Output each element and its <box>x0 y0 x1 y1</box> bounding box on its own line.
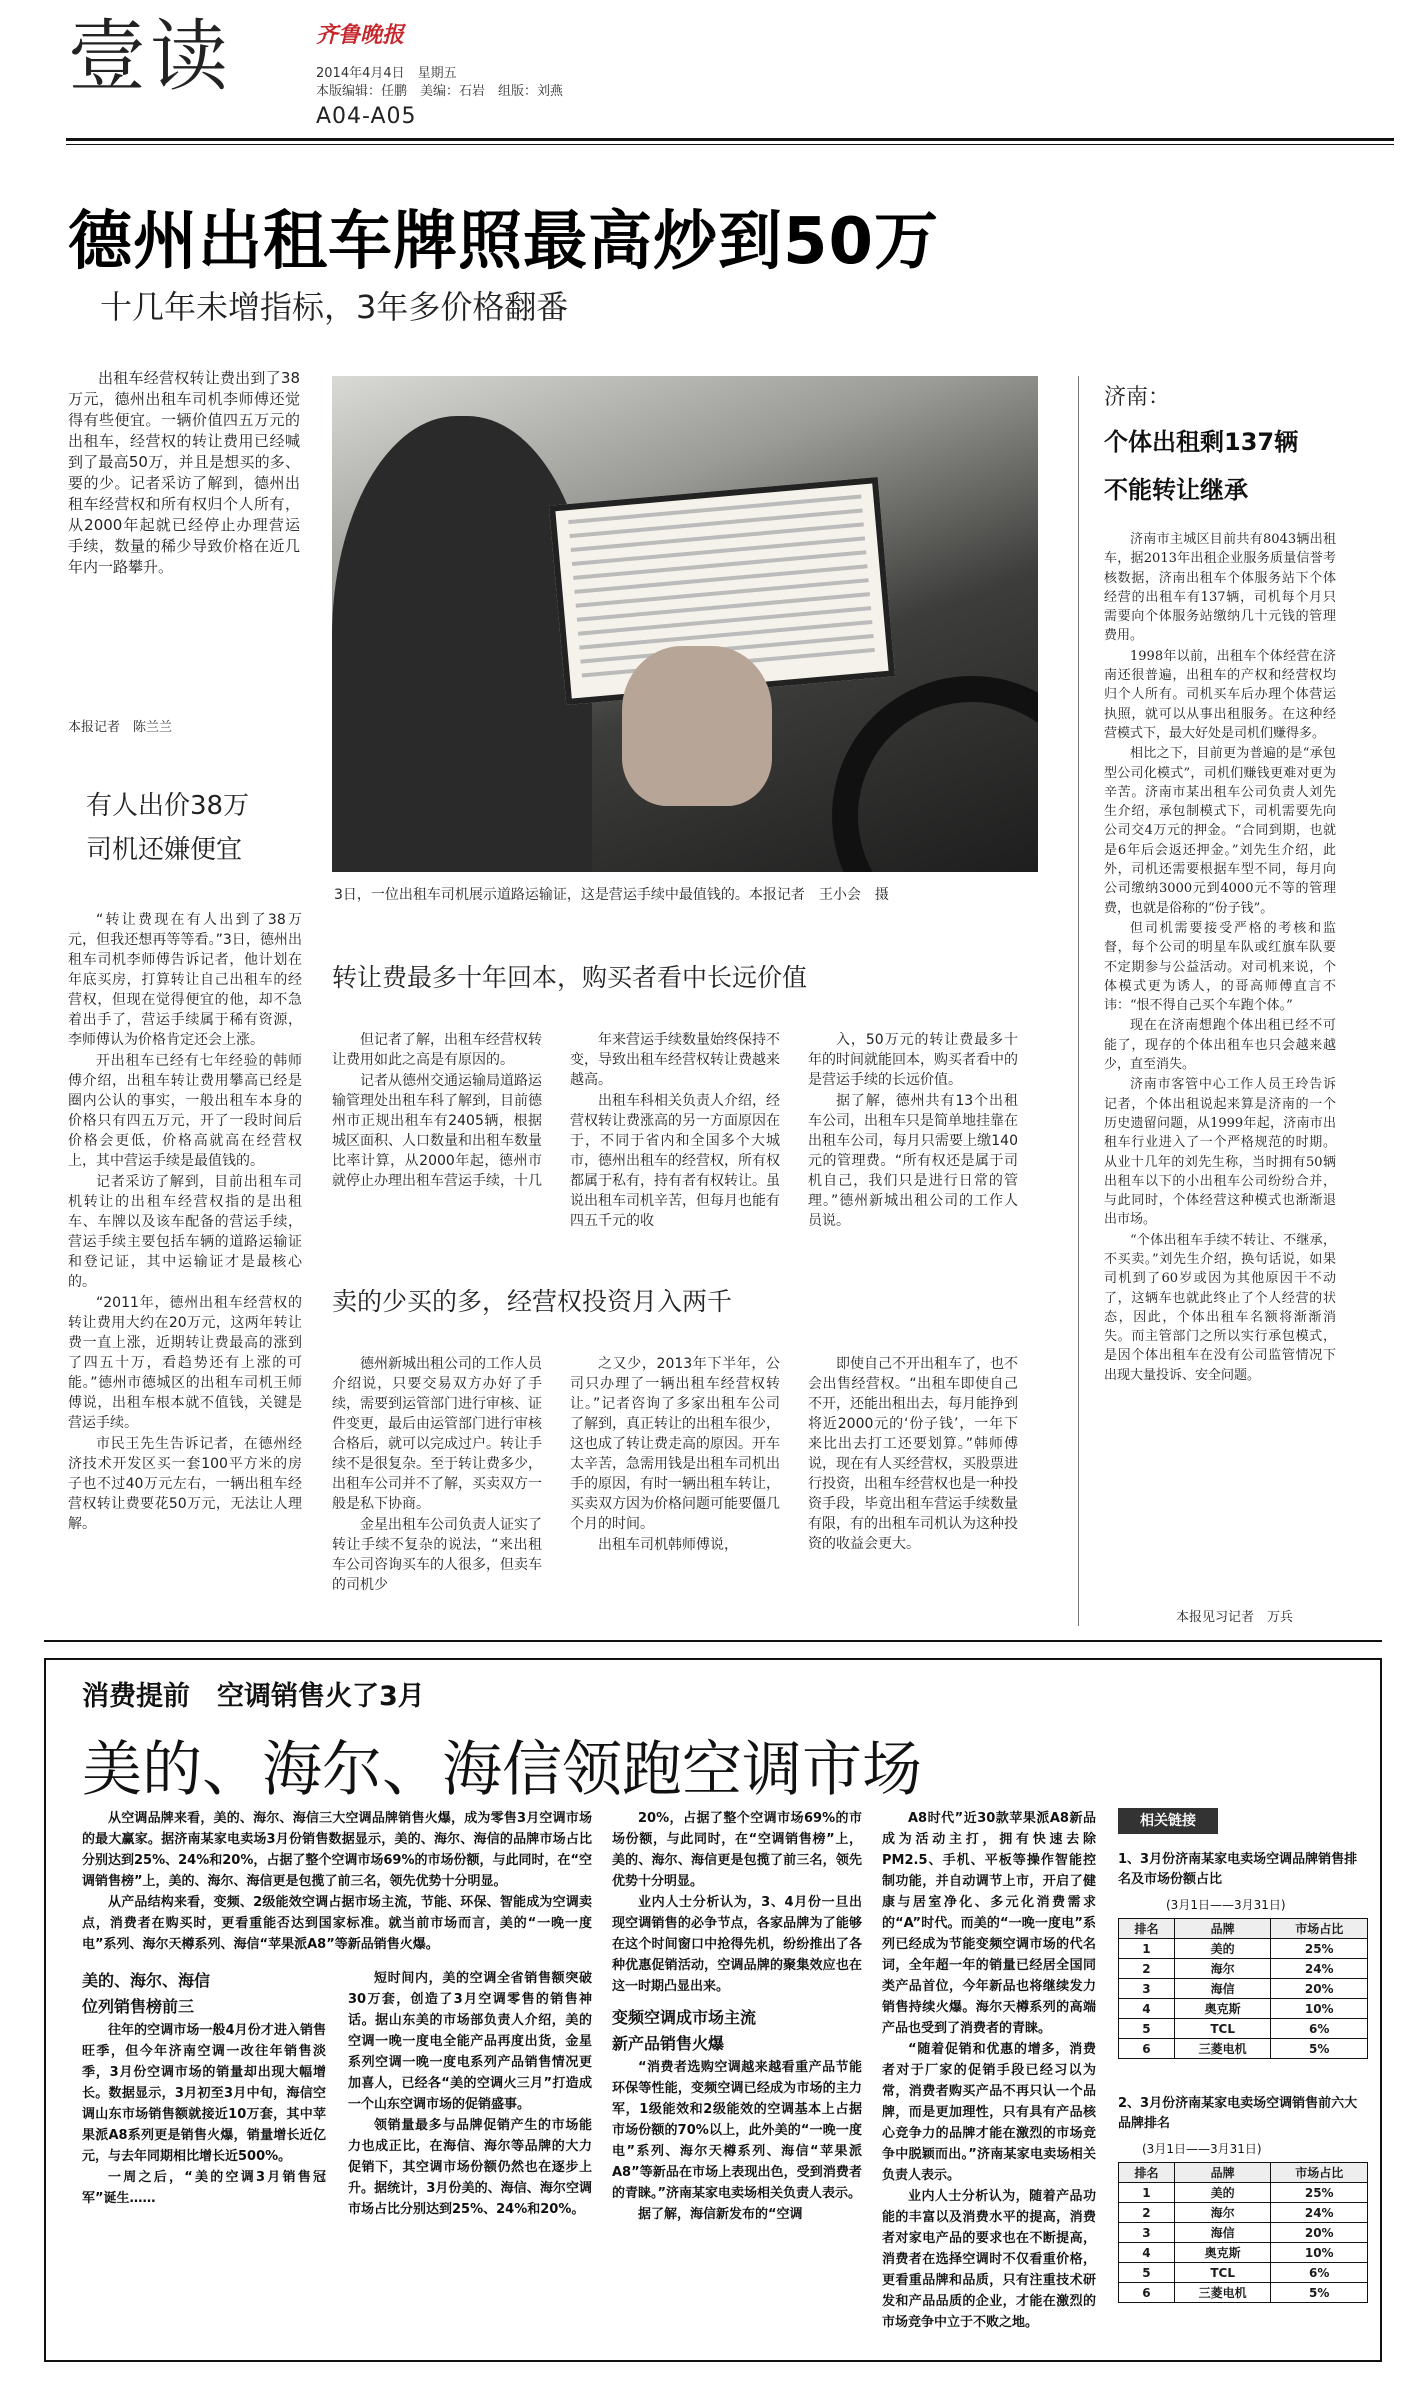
table-cell: 5% <box>1271 2283 1368 2303</box>
table-row <box>1119 2243 1368 2263</box>
table-cell: 美的 <box>1174 1939 1271 1959</box>
editor-credits: 本版编辑：任鹏 美编：石岩 组版：刘燕 <box>316 84 564 99</box>
ad-subhead-2: 变频空调成市场主流 新产品销售火爆 <box>612 2008 757 2053</box>
table-cell: 5 <box>1119 2263 1175 2283</box>
table-header-cell: 品牌 <box>1174 2163 1271 2183</box>
right-byline: 本报见习记者 万兵 <box>1176 1610 1294 1625</box>
related-links-tab: 相关链接 <box>1118 1808 1218 1834</box>
mid-column-5: 之又少，2013年下半年，公司只办理了一辆出租车经营权转让。”记者咨询了多家出租车公司了解到，真正转让的出租车很少，这也成了转让费走高的原因。开车太辛苦，急需用钱是出租车司机出手的原因，有时一辆出租车转让，买卖双方因为价格问题可能要僵几个月的时间。 出租车司机韩师傅说， <box>570 1356 780 1553</box>
photo-caption: 3日，一位出租车司机展示道路运输证，这是营运手续中最值钱的。本报记者 王小会 摄 <box>334 887 889 903</box>
table-cell: 海尔 <box>1174 1959 1271 1979</box>
table-cell: 海信 <box>1174 2223 1271 2243</box>
right-location-label: 济南： <box>1104 385 1171 410</box>
table-cell: 25% <box>1271 1939 1368 1959</box>
table-cell: 三菱电机 <box>1174 2039 1271 2059</box>
table-cell: 奥克斯 <box>1174 1999 1271 2019</box>
table-cell: 1 <box>1119 1939 1175 1959</box>
ad-column-3: 20%，占据了整个空调市场69%的市场份额，与此同时，在“空调销售榜”上，美的、海尔、海信更是包揽了前三名，领先优势十分明显。 业内人士分析认为，3、4月份一旦出现空调销售的必争节点，各家品牌为了能够在这个时间窗口中抢得先机，纷纷推出了各种优惠促销活动，空调品牌的聚集效应也在这一时期凸显出来。 变频空调成市场主流 新产品销售火爆 “消费者选购空调越来越看重产品节能环保等性能，变频空调已经成为市场的主力军，1级能效和2级能效的空调基本上占据市场份额的70%以上，此外美的“一晚一度电”系列、海尔天樽系列、海信“苹果派A8”等新品在市场上表现出色，受到消费者的青睐。”济南某家电卖场相关负责人表示。 据了解，海信新发布的“空调 <box>612 1811 862 2222</box>
table-cell: 美的 <box>1174 2183 1271 2203</box>
issue-date: 2014年4月4日 星期五 <box>316 66 457 81</box>
table-cell: 2 <box>1119 2203 1175 2223</box>
section-title: 壹读 <box>68 12 233 102</box>
table-cell: TCL <box>1174 2263 1271 2283</box>
taxi-driver-photo <box>332 376 1038 872</box>
table-cell: 6% <box>1271 2263 1368 2283</box>
right-column: 济南市主城区目前共有8043辆出租车，据2013年出租企业服务质量信誉考核数据，济南出租车个体服务站下个体经营的出租车有137辆，司机每个月只需要向个体服务站缴纳几十元钱的管理费用。 1998年以前，出租车个体经营在济南还很普遍，出租车的产权和经营权均归个人所有。司机买车后办理个体营运执照，就可以从事出租服务。在这种经营模式下，最大好处是司机们赚得多。 相比之下，目前更为普遍的是“承包型公司化模式”，司机们赚钱更难对更为辛苦。济南市某出租车公司负责人刘先生介绍，承包制模式下，司机需要先向公司交4万元的押金。“合同到期，也就是6年后会返还押金。”刘先生介绍，此外，司机还需要根据车型不同，每月向公司缴纳3000元到4000元不等的管理费，也就是俗称的“份子钱”。 但司机需要接受严格的考核和监督，每个公司的明星车队或红旗车队要不定期参与公益活动。对司机来说，个体模式更为诱人，的哥高师傅直言不讳：“恨不得自己买个车跑个体。” 现在在济南想跑个体出租已经不可能了，现存的个体出租车也只会越来越少，直至消失。 济南市客管中心工作人员王玲告诉记者，个体出租说起来算是济南的一个历史遗留问题，从1999年起，济南市出租车行业进入了一个严格规范的时期。从业十几年的刘先生称，当时拥有50辆出租车以下的小出租车公司纷纷合并，与此同时，个体经营这种模式也渐渐退出市场。 “个体出租车手续不转让、不继承，不买卖。”刘先生介绍，换句话说，如果司机到了60岁或因为其他原因干不动了，这辆车也就此终止了个人经营的状态，因此，个体出租车名额将渐渐消失。而主管部门之所以实行承包模式，是因个体出租车在没有公司监管情况下出现大量投诉、安全问题。 <box>1104 532 1336 1383</box>
table-2-title: 2、3月份济南某家电卖场空调销售前六大品牌排名 <box>1118 2096 1358 2131</box>
table-cell: 4 <box>1119 2243 1175 2263</box>
table-row <box>1119 1999 1368 2019</box>
table-cell: 24% <box>1271 2203 1368 2223</box>
table-row <box>1119 1939 1368 1959</box>
reporter-byline: 本报记者 陈兰兰 <box>68 720 173 735</box>
table-cell: TCL <box>1174 2019 1271 2039</box>
steering-wheel <box>832 676 1038 872</box>
right-headline: 个体出租剩137辆 不能转让继承 <box>1104 428 1299 504</box>
column-divider <box>1078 376 1079 1626</box>
mid-column-4: 德州新城出租公司的工作人员介绍说，只要交易双方办好了手续，需要到运管部门进行审核、证件变更，最后由运管部门进行审核合格后，就可以完成过户。转让手续不是很复杂。至于转让费多少，出租车公司并不了解，买卖双方一般是私下协商。 金星出租车公司负责人证实了转让手续不复杂的说法，“来出租车公司咨询买车的人很多，但卖车的司机少 <box>332 1356 542 1593</box>
table-cell: 10% <box>1271 2243 1368 2263</box>
table-1-title: 1、3月份济南某家电卖场空调品牌销售排名及市场份额占比 <box>1118 1852 1358 1887</box>
ad-intro: 从空调品牌来看，美的、海尔、海信三大空调品牌销售火爆，成为零售3月空调市场的最大赢家。据济南某家电卖场3月份销售数据显示，美的、海尔、海信的品牌市场占比分别达到25%、24%和20%，占据了整个空调市场69%的市场份额，与此同时，在“空调销售榜”上，美的、海尔、海信更是包揽了前三名，领先优势十分明显。 从产品结构来看，变频、2级能效空调占据市场主流，节能、环保、智能成为空调卖点，消费者在购买时，更看重能否达到国家标准。就当前市场而言，美的“一晚一度电”系列、海尔天樽系列、海信“苹果派A8”等新品销售火爆。 <box>82 1811 592 1952</box>
table-cell: 20% <box>1271 2223 1368 2243</box>
table-cell: 海信 <box>1174 1979 1271 1999</box>
left-column: “转让费现在有人出到了38万元，但我还想再等等看。”3日，德州出租车司机李师傅告诉记者，他计划在年底买房，打算转让自己出租车的经营权，但现在觉得便宜的他，却不急着出手了，营运手续属于稀有资源，李师傅认为价格肯定还会上涨。 开出租车已经有七年经验的韩师傅介绍，出租车转让费用攀高已经是圈内公认的事实，一般出租车本身的价格只有四五万元，开了一段时间后价格会更低，价格高就高在经营权上，其中营运手续是最值钱的。 记者采访了解到，目前出租车司机转让的出租车经营权指的是出租车、车牌以及该车配备的营运手续，营运手续主要包括车辆的道路运输证和登记证，其中运输证才是最核心的。 “2011年，德州出租车经营权的转让费用大约在20万元，这两年转让费一直上涨，近期转让费最高的涨到了四五十万，看趋势还有上涨的可能。”德州市德城区的出租车司机王师傅说，出租车根本就不值钱，关键是营运手续。 市民王先生告诉记者，在德州经济技术开发区买一套100平方米的房子也不过40万元左右，一辆出租车经营权转让费要花50万元，无法让人理解。 <box>68 912 302 1532</box>
middle-headline-2: 卖的少买的多，经营权投资月入两千 <box>332 1287 733 1316</box>
mid-column-1: 但记者了解，出租车经营权转让费用如此之高是有原因的。 记者从德州交通运输局道路运输管理处出租车科了解到，目前德州市正规出租车有2405辆，根据城区面积、人口数量和出租车数量比率计算，从2000年起，德州市就停止办理出租车营运手续，十几 <box>332 1032 542 1189</box>
brand-share-table-1 <box>1118 1918 1368 2059</box>
table-cell: 奥克斯 <box>1174 2243 1271 2263</box>
table-header-cell: 品牌 <box>1174 1919 1271 1939</box>
lead-paragraph: 出租车经营权转让费出到了38万元，德州出租车司机李师傅还觉得有些便宜。一辆价值四五万元的出租车，经营权的转让费用已经喊到了最高50万，并且是想买的多、要的少。记者采访了解到，德州出租车经营权和所有权归个人所有，从2000年起就已经停止办理营运手续，数量的稀少导致价格在近几年内一路攀升。 <box>68 369 300 576</box>
table-row <box>1119 2019 1368 2039</box>
ad-column-1: 美的、海尔、海信 位列销售榜前三 往年的空调市场一般4月份才进入销售旺季，但今年济南空调一改往年销售淡季，3月份空调市场的销量却出现大幅增长。数据显示，3月初至3月中旬，海信空调山东市场销售额就接近10万套，其中苹果派A8系列更是销售火爆，销量增长近亿元，与去年同期相比增长近500%。 一周之后，“美的空调3月销售冠军”诞生…… <box>82 1968 326 2358</box>
table-cell: 5 <box>1119 2019 1175 2039</box>
mid-column-6: 即使自己不开出租车了，也不会出售经营权。“出租车即使自己不开，还能出租出去，每月能挣到将近2000元的‘份子钱’，一年下来比出去打工还要划算。”韩师傅说，现在有人买经营权，买股票进行投资，出租车经营权也是一种投资手段，毕竟出租车营运手续数量有限，有的出租车司机认为这种投资的收益会更大。 <box>808 1356 1018 1552</box>
masthead-rule-thin <box>66 144 1394 145</box>
newspaper-logo: 齐鲁晚报 <box>316 22 405 48</box>
table-row <box>1119 2263 1368 2283</box>
table-row <box>1119 1979 1368 1999</box>
advertorial-box <box>44 1658 1382 2362</box>
table-cell: 20% <box>1271 1979 1368 1999</box>
table-cell: 4 <box>1119 1999 1175 2019</box>
middle-headline-1: 转让费最多十年回本，购买者看中长远价值 <box>332 963 808 992</box>
mid-column-2: 年来营运手续数量始终保持不变，导致出租车经营权转让费越来越高。 出租车科相关负责人介绍，经营权转让费涨高的另一方面原因在于，不同于省内和全国多个大城市，德州出租车的经营权，所有权都属于私有，持有者有权转让。虽说出租车司机辛苦，但每月也能有四五千元的收 <box>570 1032 780 1229</box>
mid-column-3: 入，50万元的转让费最多十年的时间就能回本，购买者看中的是营运手续的长远价值。 据了解，德州共有13个出租车公司，出租车只是简单地挂靠在出租车公司，每月只需要上缴140元的管理费。“所有权还是属于司机自己，我们只是进行日常的管理。”德州新城出租公司的工作人员说。 <box>808 1032 1018 1229</box>
ad-column-4: A8时代”近30款苹果派A8新品成为活动主打，拥有快速去除PM2.5、手机、平板等操作智能控制功能，并自动调节上市，开启了健康与居室净化、多元化消费需求的“A”时代。而美的“一晚一度电”系列已经成为节能变频空调市场的代名词，全年超一年的销量已经居全国同类产品首位，今年新品也将继续发力销售持续火爆。海尔天樽系列的高端产品也受到了消费者的青睐。 “随着促销和优惠的增多，消费者对于厂家的促销手段已经习以为常，消费者购买产品不再只认一个品牌，而是更加理性，只有具有产品核心竞争力的品牌才能在激烈的市场竞争中脱颖而出。”济南某家电卖场相关负责人表示。 业内人士分析认为，随着产品功能的丰富以及消费水平的提高，消费者对家电产品的要求也在不断提高，消费者在选择空调时不仅看重价格，更看重品牌和品质，只有注重技术研发和产品品质的企业，才能在激烈的市场竞争中立于不败之地。 <box>882 1811 1096 2330</box>
table-cell: 3 <box>1119 2223 1175 2243</box>
brand-share-table-2 <box>1118 2162 1368 2303</box>
table-row <box>1119 2283 1368 2303</box>
table-cell: 6% <box>1271 2019 1368 2039</box>
ad-column-2: 短时间内，美的空调全省销售额突破30万套，创造了3月空调零售的销售神话。据山东美的市场部负责人介绍，美的空调一晚一度电全能产品再度出货，金星系列空调一晚一度电系列产品销售情况更加喜人，已经各“美的空调火三月”打造成一个山东空调市场的促销盛事。 领销量最多与品牌促销产生的市场能力也成正比，在海信、海尔等品牌的大力促销下，其空调市场份额仍然也在逐步上升。据统计，3月份美的、海信、海尔空调市场占比分别达到25%、24%和20%。 <box>348 1971 592 2217</box>
table-row <box>1119 2039 1368 2059</box>
table-header-cell: 排名 <box>1119 1919 1175 1939</box>
table-header-cell: 市场占比 <box>1271 2163 1368 2183</box>
table-cell: 10% <box>1271 1999 1368 2019</box>
table-cell: 24% <box>1271 1959 1368 1979</box>
table-cell: 三菱电机 <box>1174 2283 1271 2303</box>
driver-figure <box>332 416 592 872</box>
ad-headline: 美的、海尔、海信领跑空调市场 <box>82 1735 922 1805</box>
table-row <box>1119 2203 1368 2223</box>
masthead-rule <box>66 138 1394 141</box>
table-cell: 2 <box>1119 1959 1175 1979</box>
ad-kicker: 消费提前 空调销售火了3月 <box>82 1681 425 1712</box>
ad-subhead-1: 美的、海尔、海信 位列销售榜前三 <box>82 1971 211 2016</box>
hand <box>622 646 772 806</box>
table-cell: 3 <box>1119 1979 1175 1999</box>
table-cell: 25% <box>1271 2183 1368 2203</box>
table-cell: 6 <box>1119 2283 1175 2303</box>
table-cell: 6 <box>1119 2039 1175 2059</box>
table-row <box>1119 1959 1368 1979</box>
table-1-range: (3月1日——3月31日) <box>1166 1898 1286 1912</box>
table-cell: 5% <box>1271 2039 1368 2059</box>
ad-top-rule <box>44 1640 1382 1642</box>
table-2-range: (3月1日——3月31日) <box>1142 2142 1262 2156</box>
table-row <box>1119 2183 1368 2203</box>
main-headline: 德州出租车牌照最高炒到50万 <box>68 205 940 279</box>
table-cell: 1 <box>1119 2183 1175 2203</box>
side-headline: 有人出价38万 司机还嫌便宜 <box>86 791 250 865</box>
sub-headline: 十几年未增指标，3年多价格翻番 <box>100 288 569 326</box>
page-range: A04-A05 <box>316 104 417 129</box>
table-header-cell: 市场占比 <box>1271 1919 1368 1939</box>
table-row <box>1119 2223 1368 2243</box>
table-header-cell: 排名 <box>1119 2163 1175 2183</box>
table-cell: 海尔 <box>1174 2203 1271 2223</box>
